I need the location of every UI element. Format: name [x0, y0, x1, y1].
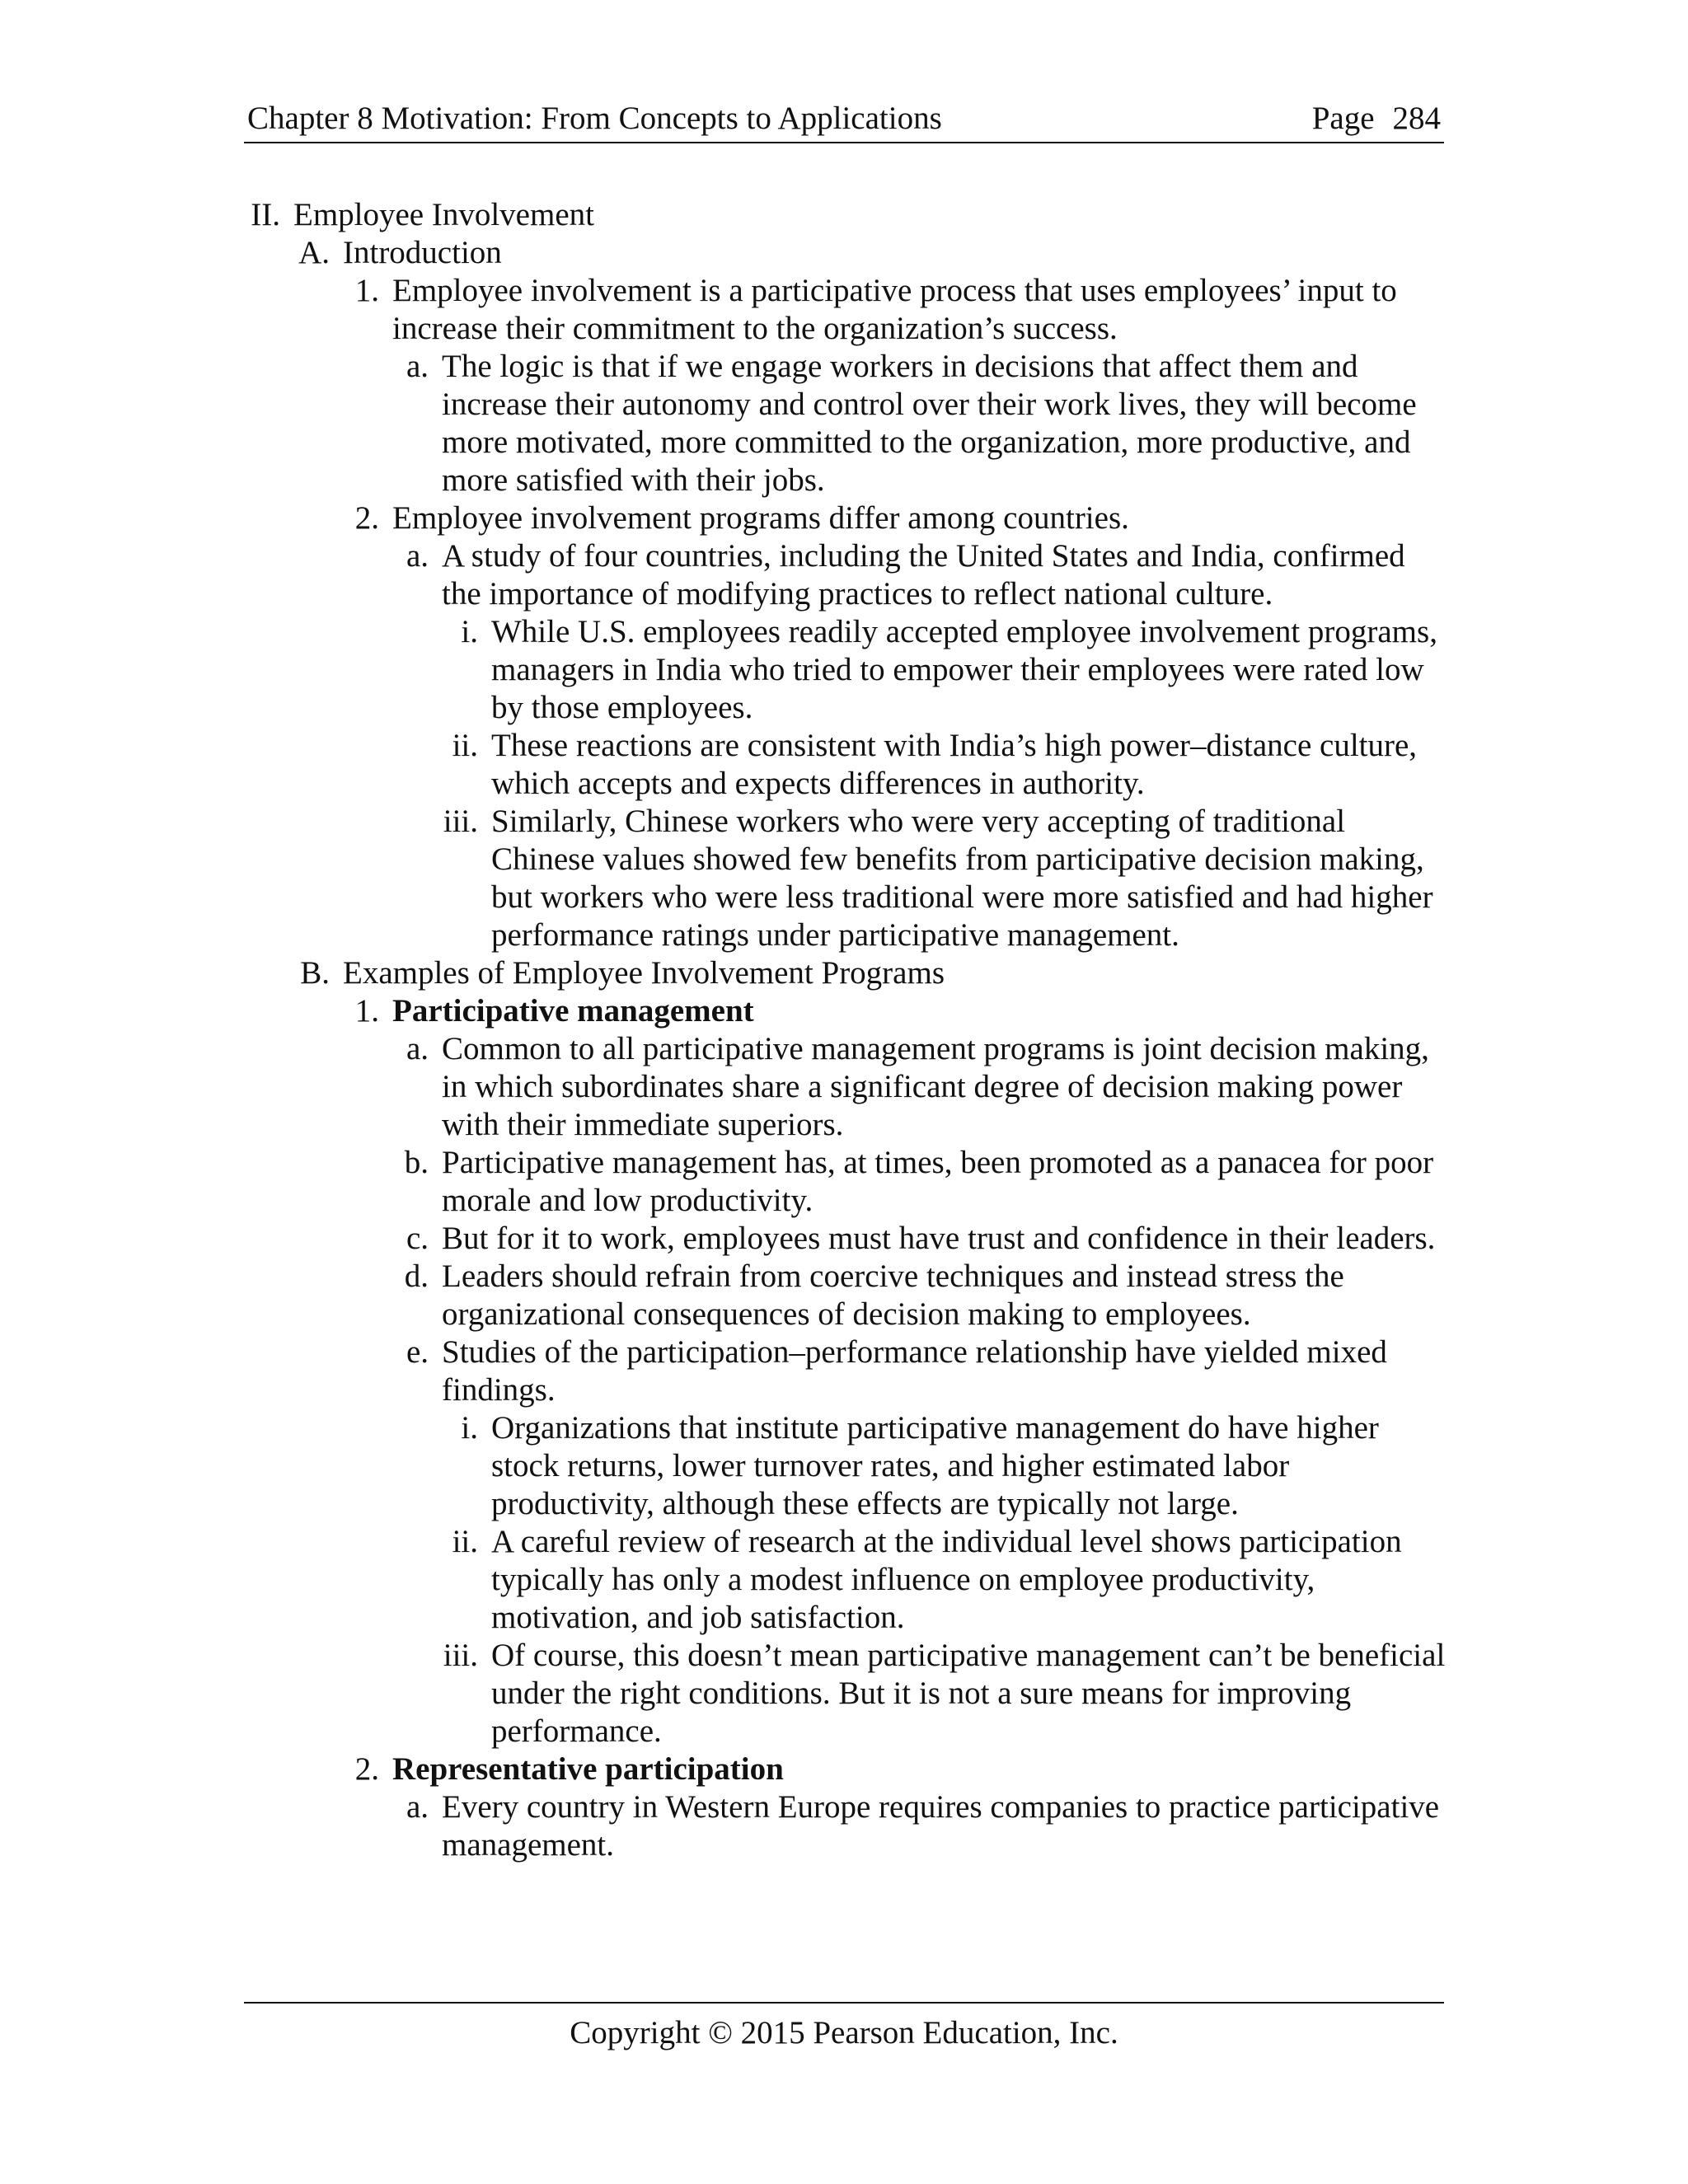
outline-item: [244, 613, 1447, 727]
page-label: Page: [1311, 101, 1375, 136]
outline-item: [244, 1750, 1447, 1788]
page-number: 284: [1392, 101, 1441, 136]
outline-marker: 2.: [354, 500, 379, 536]
outline-marker: iii.: [443, 1638, 478, 1673]
outline-marker: ii.: [452, 728, 478, 763]
outline-marker: 2.: [354, 1751, 379, 1787]
outline-marker: a.: [406, 1031, 429, 1066]
outline-text: A study of four countries, including the United States and India, confirmed the importance of modifying practices to reflect national culture.: [442, 538, 1405, 612]
outline-item: [244, 1258, 1447, 1333]
outline-item: [244, 1333, 1447, 1409]
outline-text: While U.S. employees readily accepted employee involvement programs, managers in India who tried to empower their employees were rated low by those employees.: [491, 614, 1437, 725]
outline-text: Participative management has, at times, been promoted as a panacea for poor morale and low productivity.: [442, 1145, 1434, 1218]
outline-item: [244, 1409, 1447, 1523]
outline-item: [244, 196, 1447, 234]
outline-item: [244, 727, 1447, 803]
outline-marker: B.: [300, 955, 330, 991]
outline-item: [244, 234, 1447, 272]
outline-text: Studies of the participation–performance relationship have yielded mixed findings.: [442, 1334, 1387, 1408]
outline-text: Examples of Employee Involvement Programs: [343, 955, 945, 991]
outline-text: Employee involvement is a participative process that uses employees’ input to increase their commitment to the organization’s success.: [392, 273, 1397, 346]
outline-marker: ii.: [452, 1524, 478, 1559]
outline-item: [244, 1030, 1447, 1144]
outline-text: Leaders should refrain from coercive techniques and instead stress the organizational consequences of decision making to employees.: [442, 1258, 1344, 1332]
outline-text: Similarly, Chinese workers who were very accepting of traditional Chinese values showed few benefits from participative decision making, but workers who were less traditional were more satisfied and had higher performance ratings under participative management.: [491, 804, 1433, 953]
outline-content: [244, 196, 1447, 1864]
page-number-label: [1312, 96, 1441, 142]
outline-text: Every country in Western Europe requires companies to practice participative management.: [442, 1789, 1440, 1863]
outline-item: [244, 348, 1447, 499]
outline-text: The logic is that if we engage workers in decisions that affect them and increase their autonomy and control over their work lives, they will become more motivated, more committed to the organization, more productive, and more satisfied with their jobs.: [442, 349, 1417, 498]
outline-text: Organizations that institute participative management do have higher stock returns, lower turnover rates, and higher estimated labor productivity, although these effects are typically not large.: [491, 1410, 1379, 1521]
page-footer: [244, 2002, 1444, 2056]
outline-marker: b.: [404, 1145, 429, 1180]
outline-text: Representative participation: [392, 1751, 784, 1787]
outline-marker: A.: [298, 235, 330, 270]
outline-text: Introduction: [343, 235, 502, 270]
outline-item: [244, 1220, 1447, 1258]
outline-marker: a.: [406, 538, 429, 574]
chapter-title: Chapter 8 Motivation: From Concepts to Applications: [247, 101, 942, 136]
outline-marker: e.: [406, 1334, 429, 1370]
outline-marker: i.: [461, 1410, 478, 1446]
outline-marker: 1.: [354, 273, 379, 308]
outline-item: [244, 499, 1447, 537]
outline-text: Participative management: [392, 993, 754, 1029]
outline-marker: 1.: [354, 993, 379, 1029]
copyright-notice: Copyright © 2015 Pearson Education, Inc.: [570, 2015, 1118, 2050]
outline-marker: iii.: [443, 804, 478, 839]
outline-marker: i.: [461, 614, 478, 649]
outline-marker: a.: [406, 349, 429, 384]
page-header: [244, 96, 1444, 143]
outline-text: These reactions are consistent with India’s high power–distance culture, which accepts and expects differences in authority.: [491, 728, 1418, 801]
outline-text: But for it to work, employees must have trust and confidence in their leaders.: [442, 1221, 1436, 1256]
outline-item: [244, 1637, 1447, 1750]
outline-item: [244, 537, 1447, 613]
outline-item: [244, 272, 1447, 348]
outline-item: [244, 1144, 1447, 1220]
outline-text: Common to all participative management programs is joint decision making, in which subordinates share a significant degree of decision making power with their immediate superiors.: [442, 1031, 1429, 1142]
outline-item: [244, 992, 1447, 1030]
outline-marker: c.: [406, 1221, 429, 1256]
outline-marker: II.: [251, 197, 280, 232]
outline-item: [244, 803, 1447, 954]
outline-text: Employee involvement programs differ among countries.: [392, 500, 1129, 536]
outline-item: [244, 1788, 1447, 1864]
outline-item: [244, 1523, 1447, 1637]
outline-marker: a.: [406, 1789, 429, 1825]
outline-marker: d.: [404, 1258, 429, 1294]
outline-item: [244, 954, 1447, 992]
outline-text: Employee Involvement: [293, 197, 594, 232]
outline-text: Of course, this doesn’t mean participative management can’t be beneficial under the right conditions. But it is not a sure means for improving performance.: [491, 1638, 1446, 1749]
outline-text: A careful review of research at the individual level shows participation typically has only a modest influence on employee productivity, motivation, and job satisfaction.: [491, 1524, 1402, 1635]
